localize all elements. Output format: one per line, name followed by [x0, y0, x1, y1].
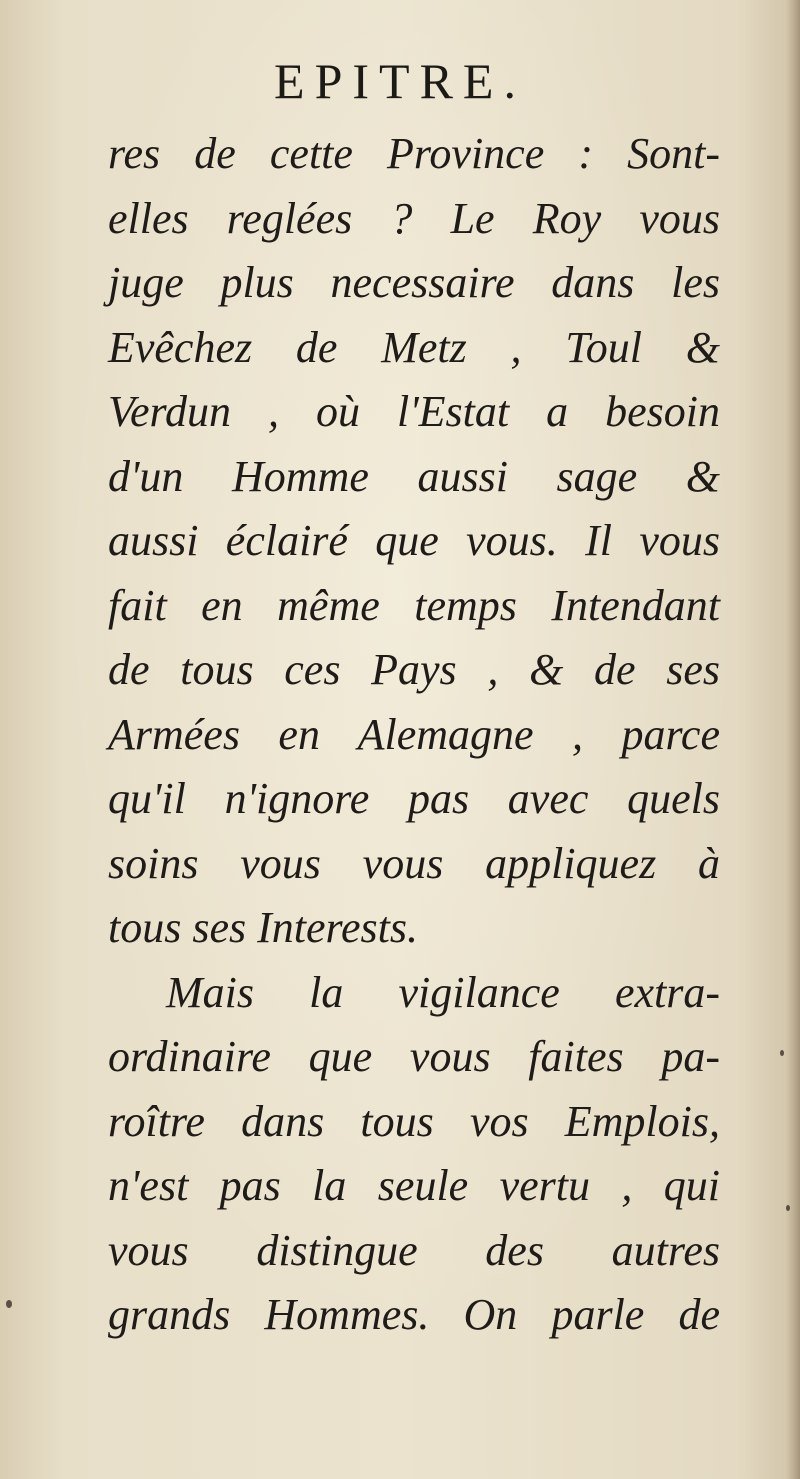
text-line: Armées en Alemagne , parce — [108, 709, 720, 759]
text-line: de tous ces Pays , & de ses — [108, 645, 720, 694]
ink-spot — [6, 1300, 12, 1308]
running-head: EPITRE. — [274, 53, 526, 109]
text-line: ordinaire que vous faites pa- — [108, 1032, 720, 1081]
text-line: elles reglées ? Le Roy vous — [108, 193, 720, 243]
text-line-paragraph-start: Mais la vigilance extra- — [166, 967, 720, 1017]
text-line: vous distingue des autres — [108, 1225, 720, 1275]
text-line: soins vous vous appliquez à — [108, 838, 720, 888]
text-line: aussi éclairé que vous. Il vous — [108, 516, 720, 565]
text-line: res de cette Province : Sont- — [108, 129, 720, 178]
body-text — [108, 122, 720, 1348]
ink-spot — [780, 1050, 784, 1056]
text-line: fait en même temps Intendant — [108, 580, 720, 630]
text-line: grands Hommes. On parle de — [108, 1290, 720, 1339]
text-line: roître dans tous vos Emplois, — [108, 1096, 720, 1146]
text-line-paragraph-end: tous ses Interests. — [108, 903, 419, 952]
page-edge-shadow — [786, 0, 800, 1479]
text-line: n'est pas la seule vertu , qui — [108, 1161, 720, 1210]
ink-spot — [786, 1205, 790, 1211]
text-line: juge plus necessaire dans les — [108, 258, 720, 307]
text-line: Verdun , où l'Estat a besoin — [108, 387, 720, 436]
text-line: Evêchez de Metz , Toul & — [108, 322, 720, 372]
text-line: d'un Homme aussi sage & — [108, 451, 720, 501]
text-line: qu'il n'ignore pas avec quels — [108, 774, 720, 823]
